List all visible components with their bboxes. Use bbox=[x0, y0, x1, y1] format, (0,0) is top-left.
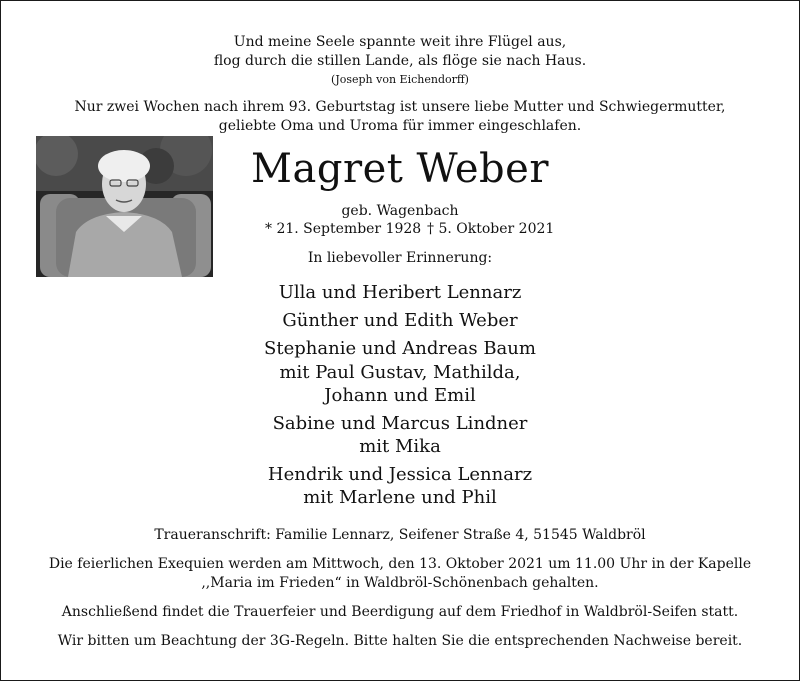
poem-line-2: flog durch die stillen Lande, als flöge sie nach Haus. bbox=[213, 53, 587, 69]
memory-heading: In liebevoller Erinnerung: bbox=[307, 250, 493, 266]
mourner-line-8: Hendrik und Jessica Lennarz bbox=[267, 464, 533, 485]
rules-line: Wir bitten um Beachtung der 3G-Regeln. Bitte halten Sie die entsprechenden Nachweise bereit. bbox=[57, 633, 743, 649]
birth-name: geb. Wagenbach bbox=[341, 203, 459, 219]
mourner-line-1: Ulla und Heribert Lennarz bbox=[278, 282, 522, 303]
deceased-name: Magret Weber bbox=[251, 146, 549, 192]
birth-date: * 21. September 1928 bbox=[265, 221, 422, 237]
mourner-line-2: Günther und Edith Weber bbox=[282, 310, 518, 331]
mourner-line-5: Johann und Emil bbox=[324, 385, 476, 406]
mourner-line-9: mit Marlene und Phil bbox=[303, 487, 497, 508]
intro-line-2: geliebte Oma und Uroma für immer eingeschlafen. bbox=[218, 118, 582, 134]
mourner-line-6: Sabine und Marcus Lindner bbox=[272, 413, 528, 434]
exequien-line-1: Die feierlichen Exequien werden am Mittwoch, den 13. Oktober 2021 um 11.00 Uhr in der Kapelle bbox=[48, 556, 752, 572]
poem-line-1: Und meine Seele spannte weit ihre Flügel aus, bbox=[233, 34, 567, 50]
mourner-line-4: mit Paul Gustav, Mathilda, bbox=[279, 362, 521, 383]
intro-line-1: Nur zwei Wochen nach ihrem 93. Geburtstag ist unsere liebe Mutter und Schwiegermutter, bbox=[74, 99, 726, 115]
mourner-line-3: Stephanie und Andreas Baum bbox=[264, 338, 536, 359]
death-date: † 5. Oktober 2021 bbox=[427, 221, 555, 237]
address-line: Traueranschrift: Familie Lennarz, Seifener Straße 4, 51545 Waldbröl bbox=[154, 527, 646, 543]
poem-author: (Joseph von Eichendorff) bbox=[331, 73, 469, 86]
mourner-line-7: mit Mika bbox=[359, 436, 441, 457]
exequien-line-2: ,,Maria im Frieden“ in Waldbröl-Schönenbach gehalten. bbox=[201, 575, 599, 591]
burial-line: Anschließend findet die Trauerfeier und Beerdigung auf dem Friedhof in Waldbröl-Seifen statt. bbox=[61, 604, 739, 620]
